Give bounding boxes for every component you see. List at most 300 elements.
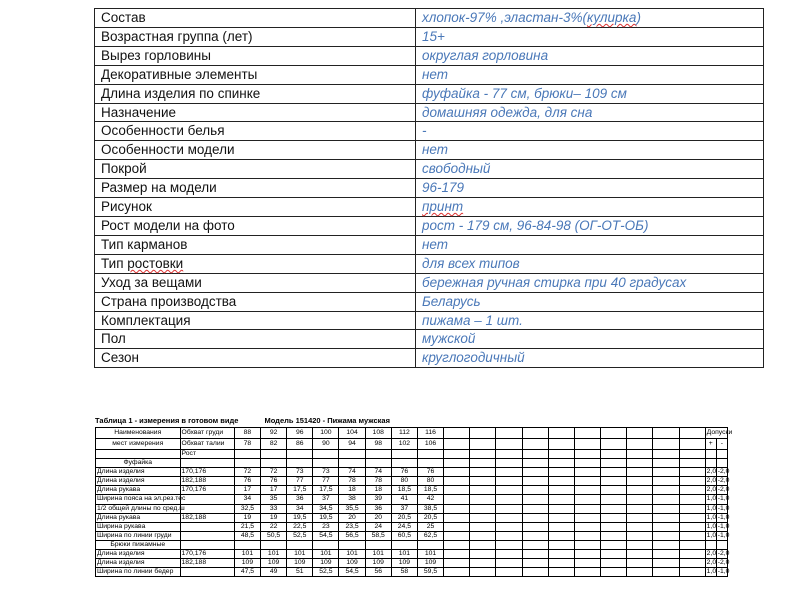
tolerance-minus-value: -1,0: [717, 504, 730, 512]
measure-value: [287, 540, 313, 549]
waist-size: 102: [391, 439, 417, 450]
spec-value: бережная ручная стирка при 40 градусах: [416, 273, 764, 292]
measure-value: 76: [261, 477, 287, 486]
empty-cell: [627, 459, 653, 468]
empty-cell: [679, 486, 705, 495]
empty-cell: [548, 531, 574, 540]
measure-value: 19,5: [313, 513, 339, 522]
tolerance-minus-value: -1,0: [717, 495, 730, 503]
measure-value: 74: [365, 468, 391, 477]
empty-cell: [601, 468, 627, 477]
empty-cell: [601, 540, 627, 549]
empty-cell: [522, 459, 548, 468]
measure-height: 170,176: [180, 486, 234, 495]
empty-cell: [339, 450, 365, 459]
spec-value: принт: [416, 198, 764, 217]
empty-cell: [496, 450, 522, 459]
empty-cell: [653, 550, 679, 559]
chest-size: 96: [287, 428, 313, 439]
empty-cell: [627, 550, 653, 559]
measure-height-header: [96, 450, 728, 459]
empty-cell: [548, 486, 574, 495]
spec-row: [95, 27, 764, 46]
tolerance-minus-value: -2,0: [717, 468, 730, 476]
spec-row: [95, 46, 764, 65]
measure-height: 182,188: [180, 559, 234, 568]
empty-cell: [574, 468, 600, 477]
spec-row: [95, 141, 764, 160]
spec-value: нет: [416, 141, 764, 160]
measure-name: 1/2 общей длины по сред.ш: [97, 504, 185, 512]
measure-height: 170,176: [180, 550, 234, 559]
empty-cell: [470, 513, 496, 522]
measure-value: 20,5: [391, 513, 417, 522]
empty-cell: [627, 568, 653, 577]
empty-cell: [574, 522, 600, 531]
measure-row: [96, 531, 728, 540]
waist-size: 98: [365, 439, 391, 450]
measure-value: 76: [391, 468, 417, 477]
empty-cell: [548, 513, 574, 522]
spec-value: хлопок-97% ,эластан-3%(кулирка): [416, 9, 764, 28]
empty-cell: [496, 459, 522, 468]
empty-cell: [601, 439, 627, 450]
measure-height: [180, 522, 234, 531]
empty-cell: [653, 428, 679, 439]
measure-value: 109: [234, 559, 260, 568]
empty-cell: [522, 531, 548, 540]
empty-cell: [627, 540, 653, 549]
spec-value: свободный: [416, 160, 764, 179]
empty-cell: [444, 540, 470, 549]
measure-value: [234, 540, 260, 549]
empty-cell: [444, 495, 470, 504]
measure-value: [417, 540, 443, 549]
measure-value: 50,5: [261, 531, 287, 540]
tolerance-plus-value: 1,0: [706, 513, 717, 521]
tolerance-plus-value: 1,0: [706, 522, 717, 530]
empty-cell: [548, 550, 574, 559]
tolerance-plus: +: [705, 439, 716, 450]
empty-cell: [574, 486, 600, 495]
empty-cell: [496, 486, 522, 495]
empty-cell: [627, 468, 653, 477]
tolerance-plus-value: 1,0: [706, 495, 717, 503]
spec-value: Беларусь: [416, 292, 764, 311]
measure-height: [180, 568, 234, 577]
measure-value: 109: [313, 559, 339, 568]
measure-value: 52,5: [287, 531, 313, 540]
measure-name: Длина изделия: [96, 550, 181, 559]
measure-height: [180, 459, 234, 468]
measure-value: 35,5: [339, 504, 365, 513]
spec-key: Пол: [95, 330, 416, 349]
measure-value: 24: [365, 522, 391, 531]
empty-cell: [496, 540, 522, 549]
empty-cell: [444, 450, 470, 459]
measure-value: 18: [365, 486, 391, 495]
measure-value: 101: [313, 550, 339, 559]
waist-size: 82: [261, 439, 287, 450]
empty-cell: [679, 450, 705, 459]
measure-value: 52,5: [313, 568, 339, 577]
empty-cell: [601, 513, 627, 522]
measure-value: 56: [365, 568, 391, 577]
empty-cell: [496, 477, 522, 486]
spec-key: Покрой: [95, 160, 416, 179]
measure-value: 38,5: [417, 504, 443, 513]
measure-value: [365, 540, 391, 549]
spec-key: Состав: [95, 9, 416, 28]
spec-value: для всех типов: [416, 254, 764, 273]
empty-cell: [287, 450, 313, 459]
spec-row: [95, 84, 764, 103]
empty-cell: [444, 459, 470, 468]
chest-size: 112: [391, 428, 417, 439]
measure-value: [313, 540, 339, 549]
measure-value: 48,5: [234, 531, 260, 540]
empty-cell: [679, 531, 705, 540]
spec-key: Вырез горловины: [95, 46, 416, 65]
spec-value: 15+: [416, 27, 764, 46]
measure-value: 109: [391, 559, 417, 568]
empty-cell: [653, 486, 679, 495]
empty-cell: [653, 504, 679, 513]
empty-cell: [653, 531, 679, 540]
measure-value: 76: [417, 468, 443, 477]
measure-value: 59,5: [417, 568, 443, 577]
empty-cell: [574, 450, 600, 459]
measure-value: 109: [287, 559, 313, 568]
measure-row: [96, 559, 728, 568]
empty-cell: [496, 495, 522, 504]
empty-cell: [261, 450, 287, 459]
tolerance-minus-value: [716, 540, 727, 549]
measure-value: 72: [234, 468, 260, 477]
empty-cell: [716, 450, 727, 459]
tolerance-minus-value: -1,0: [717, 522, 730, 530]
measurement-table: [95, 427, 733, 577]
empty-cell: [470, 559, 496, 568]
empty-cell: [234, 450, 260, 459]
measure-value: 17,5: [287, 486, 313, 495]
measure-header-label: мест измерения: [96, 439, 181, 450]
empty-cell: [679, 513, 705, 522]
empty-cell: [679, 550, 705, 559]
spec-value: домашняя одежда, для сна: [416, 103, 764, 122]
empty-cell: [574, 568, 600, 577]
empty-cell: [470, 568, 496, 577]
measure-value: 101: [234, 550, 260, 559]
measure-value: [287, 459, 313, 468]
empty-cell: [627, 513, 653, 522]
empty-cell: [627, 495, 653, 504]
empty-cell: [444, 504, 470, 513]
spec-row: [95, 122, 764, 141]
measure-value: [313, 459, 339, 468]
empty-cell: [574, 504, 600, 513]
empty-cell: [601, 531, 627, 540]
empty-cell: [522, 559, 548, 568]
measure-value: 18: [339, 486, 365, 495]
spec-row: [95, 292, 764, 311]
measure-value: 109: [261, 559, 287, 568]
empty-cell: [601, 428, 627, 439]
measure-value: 22,5: [287, 522, 313, 531]
empty-cell: [601, 550, 627, 559]
section-name: Брюки пижамные: [96, 540, 181, 549]
measure-value: 56,5: [339, 531, 365, 540]
empty-cell: [470, 531, 496, 540]
measure-value: 101: [391, 550, 417, 559]
spec-row: [95, 198, 764, 217]
measure-name: Длина изделия: [96, 559, 181, 568]
empty-cell: [496, 568, 522, 577]
empty-cell: [653, 439, 679, 450]
tolerance-minus-value: -1,0: [717, 568, 730, 576]
chest-size: 108: [365, 428, 391, 439]
empty-cell: [470, 550, 496, 559]
empty-cell: [470, 495, 496, 504]
empty-cell: [574, 513, 600, 522]
waist-size: 86: [287, 439, 313, 450]
measure-name: Ширина по линии бедер: [96, 568, 181, 577]
empty-cell: [574, 559, 600, 568]
measure-value: 20,5: [417, 513, 443, 522]
measure-value: 24,5: [391, 522, 417, 531]
spec-row: [95, 9, 764, 28]
measure-value: [339, 540, 365, 549]
empty-cell: [470, 459, 496, 468]
measure-value: 38: [339, 495, 365, 504]
empty-cell: [444, 477, 470, 486]
chest-size: 100: [313, 428, 339, 439]
measure-section-row: [96, 540, 728, 549]
empty-cell: [601, 568, 627, 577]
measure-name: Ширина по линии груди: [96, 531, 181, 540]
measure-value: 20: [365, 513, 391, 522]
measure-row: [96, 550, 728, 559]
tolerance-plus-value: [705, 459, 716, 468]
empty-cell: [679, 522, 705, 531]
empty-cell: [548, 450, 574, 459]
measure-height: [180, 531, 234, 540]
empty-cell: [496, 531, 522, 540]
measure-value: 51: [287, 568, 313, 577]
measure-value: [365, 459, 391, 468]
empty-cell: [574, 428, 600, 439]
measure-name: Длина изделия: [96, 477, 181, 486]
measure-value: 73: [313, 468, 339, 477]
empty-cell: [653, 513, 679, 522]
empty-cell: [601, 459, 627, 468]
tolerance-minus-value: -2,0: [717, 550, 730, 558]
chest-size: 92: [261, 428, 287, 439]
empty-cell: [627, 450, 653, 459]
empty-cell: [601, 450, 627, 459]
empty-cell: [444, 468, 470, 477]
spec-value: рост - 179 см, 96-84-98 (ОГ-ОТ-ОБ): [416, 216, 764, 235]
spec-row: [95, 65, 764, 84]
measure-value: 72: [261, 468, 287, 477]
measure-value: [234, 459, 260, 468]
tolerance-minus-value: -1,0: [717, 513, 730, 521]
empty-cell: [522, 522, 548, 531]
empty-cell: [653, 568, 679, 577]
empty-cell: [496, 504, 522, 513]
spec-row: [95, 160, 764, 179]
empty-cell: [496, 428, 522, 439]
height-label: Рост: [180, 450, 234, 459]
empty-cell: [548, 439, 574, 450]
measure-value: 73: [287, 468, 313, 477]
empty-cell: [679, 504, 705, 513]
empty-cell: [522, 468, 548, 477]
section-name: Фуфайка: [96, 459, 181, 468]
empty-cell: [653, 495, 679, 504]
waist-size: 78: [234, 439, 260, 450]
measure-value: 101: [261, 550, 287, 559]
empty-cell: [679, 477, 705, 486]
chest-size: 104: [339, 428, 365, 439]
tolerance-plus-value: 1,0: [706, 504, 717, 512]
measure-value: 18,5: [417, 486, 443, 495]
measure-row: [96, 568, 728, 577]
measure-value: 78: [339, 477, 365, 486]
spec-key: Сезон: [95, 349, 416, 368]
empty-cell: [496, 468, 522, 477]
tolerance-plus-value: 2,0: [706, 468, 717, 476]
measure-value: 80: [417, 477, 443, 486]
measure-value: 23,5: [339, 522, 365, 531]
measure-value: 42: [417, 495, 443, 504]
measure-value: 101: [287, 550, 313, 559]
measure-value: 19,5: [287, 513, 313, 522]
spec-value: фуфайка - 77 см, брюки– 109 см: [416, 84, 764, 103]
spec-value: -: [416, 122, 764, 141]
empty-cell: [627, 486, 653, 495]
empty-cell: [574, 439, 600, 450]
tolerance-plus-value: 2,0: [706, 550, 717, 558]
empty-cell: [444, 486, 470, 495]
empty-cell: [548, 477, 574, 486]
measure-value: [261, 459, 287, 468]
spec-row: [95, 273, 764, 292]
empty-cell: [679, 459, 705, 468]
empty-cell: [444, 428, 470, 439]
measure-value: 77: [287, 477, 313, 486]
measure-value: 34: [287, 504, 313, 513]
spec-row: [95, 235, 764, 254]
chest-girth-label: Обхват груди: [180, 428, 234, 439]
measure-value: 36: [365, 504, 391, 513]
measure-value: 18,5: [391, 486, 417, 495]
measure-value: 109: [365, 559, 391, 568]
empty-cell: [601, 477, 627, 486]
measure-row: [96, 468, 728, 477]
tolerance-minus-value: -2,0: [717, 486, 730, 494]
empty-cell: [470, 468, 496, 477]
spec-key: Тип карманов: [95, 235, 416, 254]
measure-value: 80: [391, 477, 417, 486]
tolerance-plus-value: 2,0: [706, 559, 717, 567]
empty-cell: [548, 459, 574, 468]
empty-cell: [679, 495, 705, 504]
empty-cell: [574, 495, 600, 504]
measure-value: 32,5: [234, 504, 260, 513]
product-spec-table: [94, 8, 764, 368]
empty-cell: [679, 559, 705, 568]
empty-cell: [365, 450, 391, 459]
measure-height: 182,188: [180, 477, 234, 486]
spec-row: [95, 179, 764, 198]
spec-key: Особенности белья: [95, 122, 416, 141]
empty-cell: [548, 568, 574, 577]
empty-cell: [679, 540, 705, 549]
tolerance-plus-value: 1,0: [706, 531, 717, 539]
spec-key: Возрастная группа (лет): [95, 27, 416, 46]
measure-value: 17,5: [313, 486, 339, 495]
measure-value: 74: [339, 468, 365, 477]
measure-value: 47,5: [234, 568, 260, 577]
spec-row: [95, 103, 764, 122]
measure-row: [96, 477, 728, 486]
spec-key: Длина изделия по спинке: [95, 84, 416, 103]
empty-cell: [653, 559, 679, 568]
empty-cell: [522, 540, 548, 549]
measure-value: 49: [261, 568, 287, 577]
empty-cell: [496, 550, 522, 559]
empty-cell: [548, 540, 574, 549]
measure-name: Длина рукава: [96, 513, 181, 522]
empty-cell: [627, 428, 653, 439]
measure-height: [180, 495, 234, 504]
measure-section-row: [96, 459, 728, 468]
measure-header-chest: [96, 428, 728, 439]
empty-cell: [627, 559, 653, 568]
measurement-model-title: Модель 151420 - Пижама мужская: [264, 416, 390, 425]
empty-cell: [574, 459, 600, 468]
empty-cell: [444, 439, 470, 450]
tolerance-minus-value: -2,0: [717, 477, 730, 485]
measure-value: 22: [261, 522, 287, 531]
empty-cell: [444, 559, 470, 568]
empty-cell: [496, 439, 522, 450]
empty-cell: [496, 513, 522, 522]
empty-cell: [444, 550, 470, 559]
spec-key: Декоративные элементы: [95, 65, 416, 84]
empty-cell: [313, 450, 339, 459]
measurement-table-title: Таблица 1 - измерения в готовом виде: [95, 416, 239, 425]
measure-value: 77: [313, 477, 339, 486]
spec-key: Тип ростовки: [95, 254, 416, 273]
empty-cell: [522, 428, 548, 439]
measure-value: 101: [365, 550, 391, 559]
measure-value: 41: [391, 495, 417, 504]
empty-cell: [522, 439, 548, 450]
empty-cell: [522, 477, 548, 486]
empty-cell: [548, 559, 574, 568]
empty-cell: [679, 439, 705, 450]
spec-key: Уход за вещами: [95, 273, 416, 292]
empty-cell: [601, 559, 627, 568]
empty-cell: [574, 477, 600, 486]
empty-cell: [679, 568, 705, 577]
spec-value: круглогодичный: [416, 349, 764, 368]
measure-value: 19: [261, 513, 287, 522]
waist-girth-label: Обхват талии: [180, 439, 234, 450]
empty-cell: [391, 450, 417, 459]
